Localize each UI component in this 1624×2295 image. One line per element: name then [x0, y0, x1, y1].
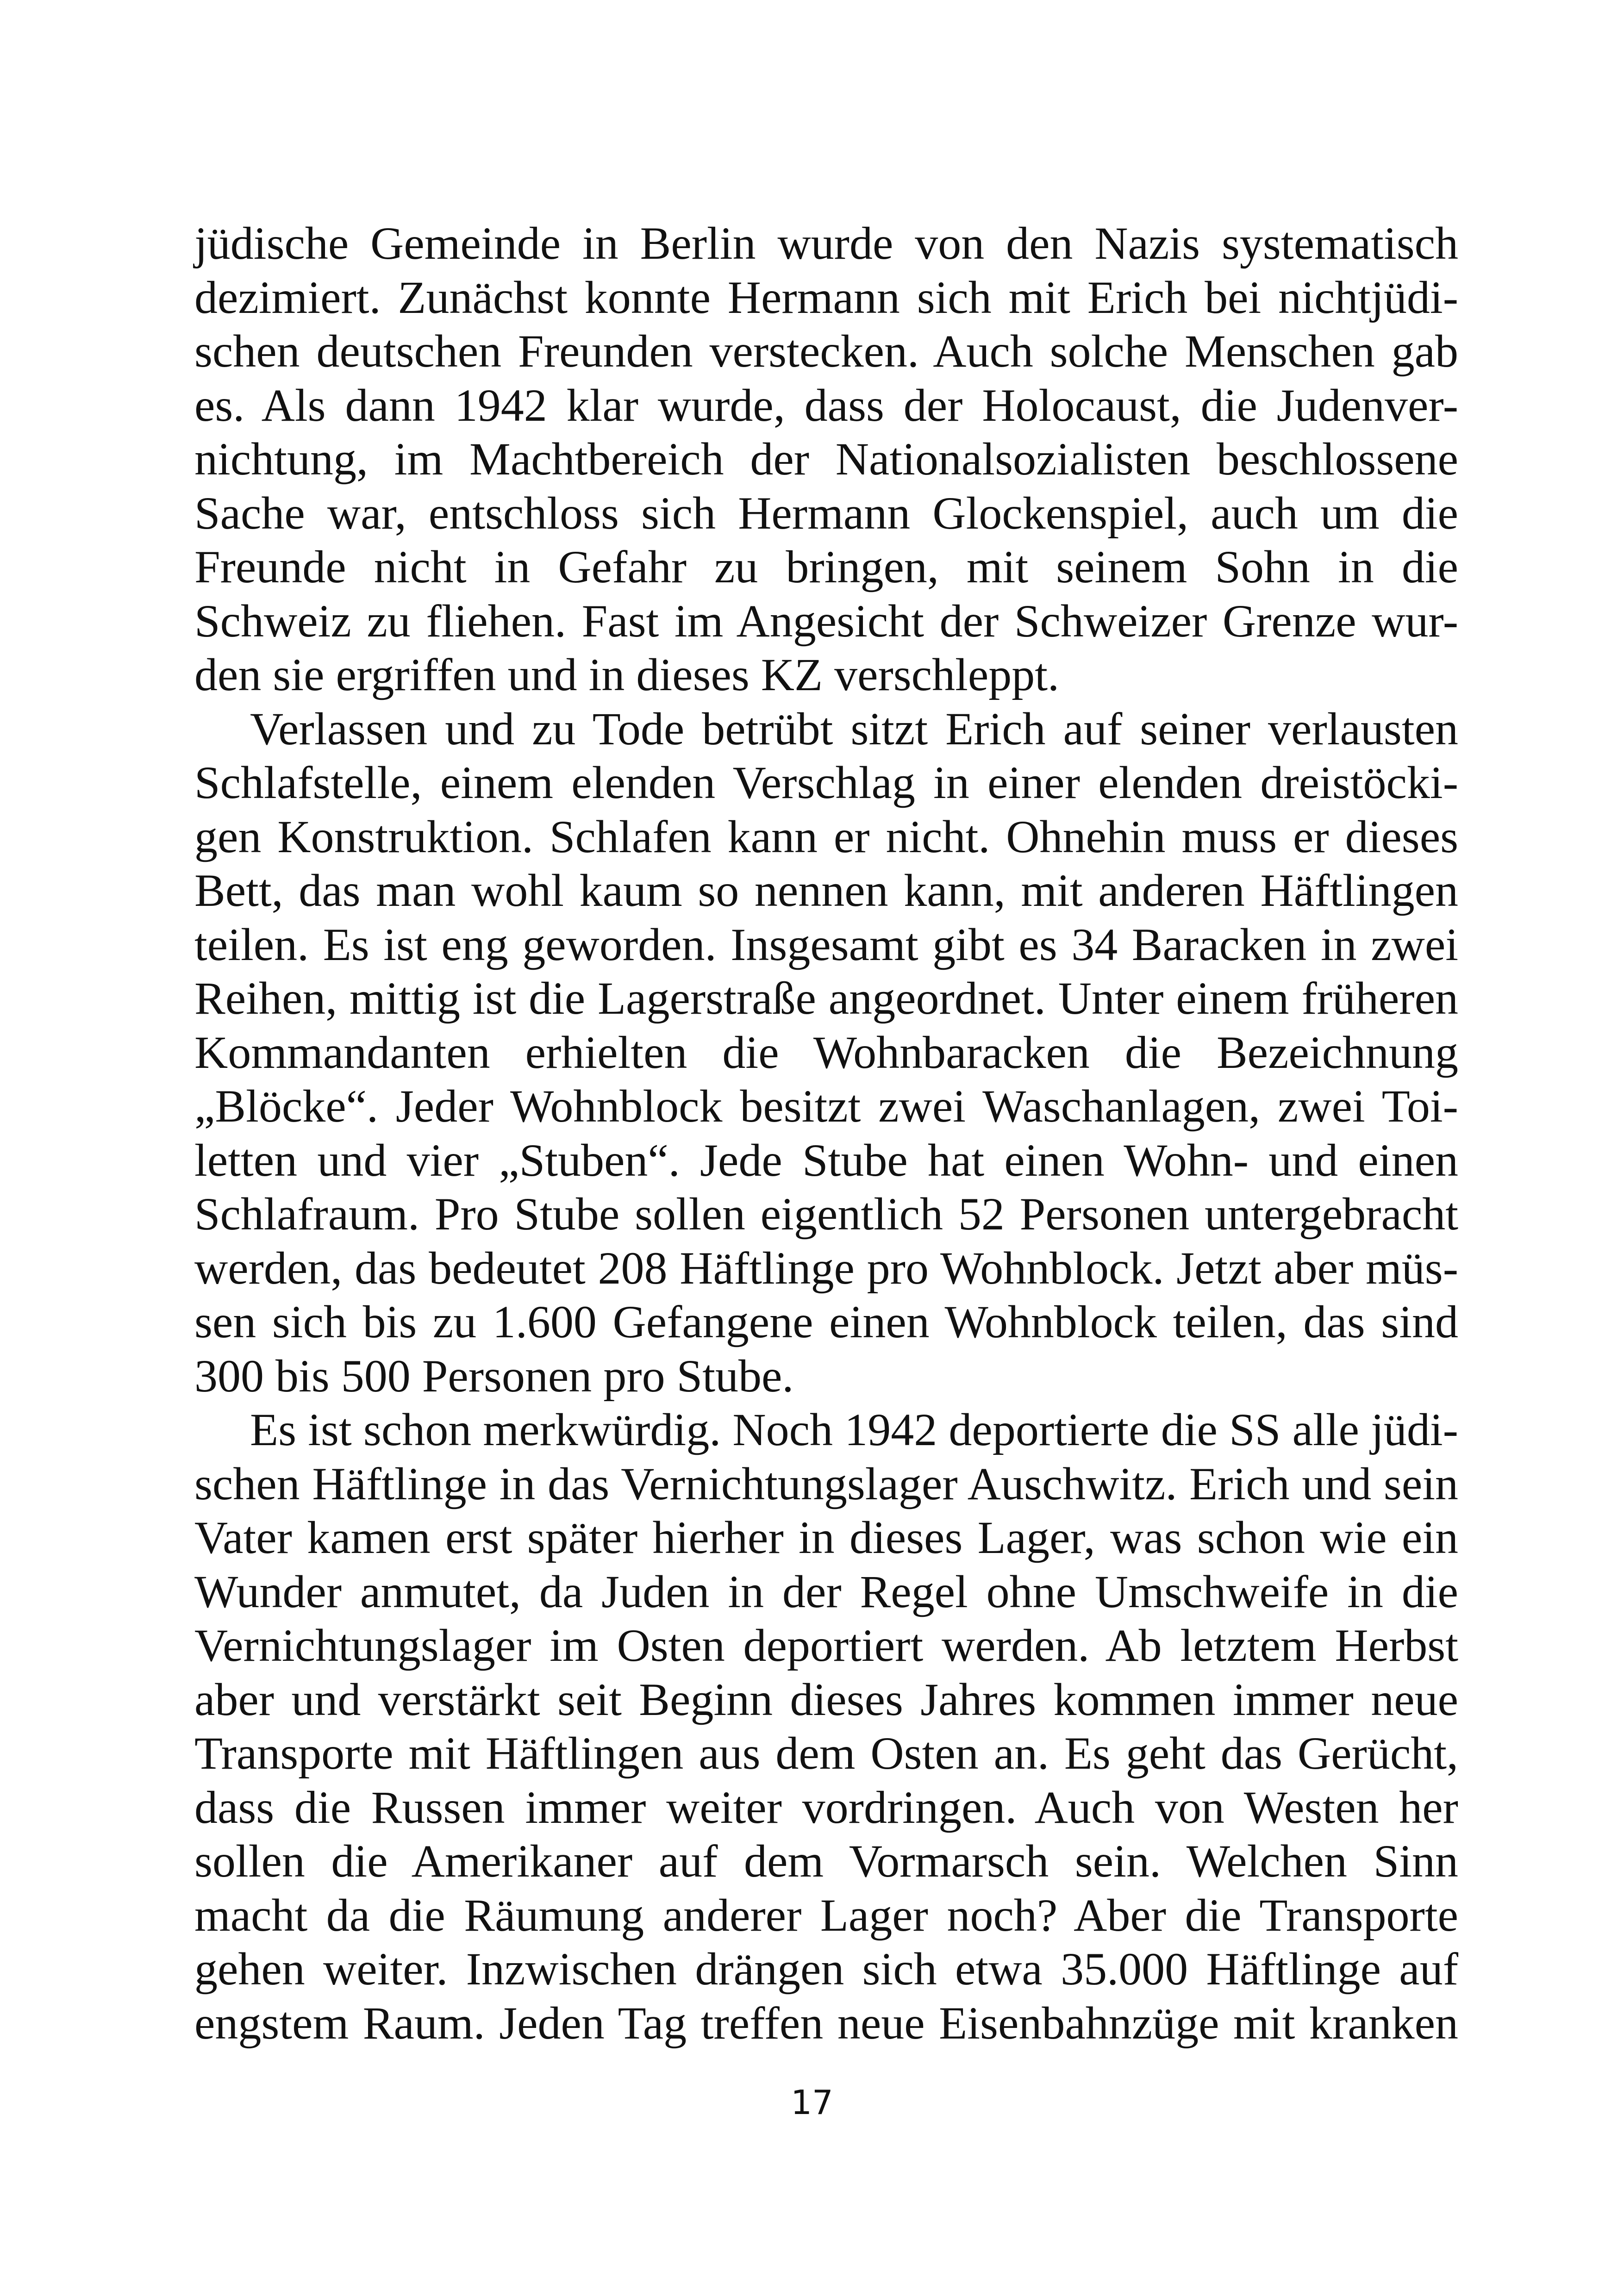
- paragraph-first-line: Verlassen und zu Tode betrübt sitzt Erich auf seiner verlausten: [250, 703, 1458, 755]
- text-line: werden, das bedeutet 208 Häftlinge pro Wohnblock. Jetzt aber müs-: [194, 1242, 1458, 1294]
- text-line: dezimiert. Zunächst konnte Hermann sich mit Erich bei nichtjüdi-: [194, 271, 1458, 323]
- paragraph-first-line: Es ist schon merkwürdig. Noch 1942 deportierte die SS alle jüdi-: [250, 1404, 1458, 1455]
- text-line: Kommandanten erhielten die Wohnbaracken die Bezeichnung: [194, 1026, 1458, 1078]
- text-line: nichtung, im Machtbereich der Nationalsozialisten beschlossene: [194, 433, 1458, 485]
- page-number: 17: [791, 2083, 833, 2122]
- paragraph-end-line: den sie ergriffen und in dieses KZ verschleppt.: [194, 649, 1060, 700]
- text-line: teilen. Es ist eng geworden. Insgesamt gibt es 34 Baracken in zwei: [194, 918, 1458, 970]
- text-line: sollen die Amerikaner auf dem Vormarsch sein. Welchen Sinn: [194, 1835, 1458, 1887]
- text-line: Wunder anmutet, da Juden in der Regel ohne Umschweife in die: [194, 1565, 1458, 1617]
- text-line: Schlafraum. Pro Stube sollen eigentlich 52 Personen untergebracht: [194, 1188, 1458, 1240]
- text-line: aber und verstärkt seit Beginn dieses Jahres kommen immer neue: [194, 1673, 1458, 1725]
- text-line: Schlafstelle, einem elenden Verschlag in einer elenden dreistöcki-: [194, 757, 1458, 808]
- text-line: Schweiz zu fliehen. Fast im Angesicht der Schweizer Grenze wur-: [194, 595, 1458, 647]
- text-line: gehen weiter. Inzwischen drängen sich etwa 35.000 Häftlinge auf: [194, 1943, 1458, 1995]
- text-line: macht da die Räumung anderer Lager noch? Aber die Transporte: [194, 1889, 1458, 1941]
- text-line: Transporte mit Häftlingen aus dem Osten an. Es geht das Gerücht,: [194, 1727, 1458, 1779]
- text-line: Vater kamen erst später hierher in dieses Lager, was schon wie ein: [194, 1512, 1458, 1563]
- text-line: Sache war, entschloss sich Hermann Glockenspiel, auch um die: [194, 487, 1458, 539]
- paragraph-end-line: 300 bis 500 Personen pro Stube.: [194, 1350, 794, 1402]
- body-text: [194, 217, 1458, 2050]
- text-line: Freunde nicht in Gefahr zu bringen, mit seinem Sohn in die: [194, 541, 1458, 592]
- text-line: schen Häftlinge in das Vernichtungslager Auschwitz. Erich und sein: [194, 1458, 1458, 1509]
- text-line: sen sich bis zu 1.600 Gefangene einen Wohnblock teilen, das sind: [194, 1296, 1458, 1347]
- text-line: gen Konstruktion. Schlafen kann er nicht. Ohnehin muss er dieses: [194, 811, 1458, 862]
- text-line: Bett, das man wohl kaum so nennen kann, mit anderen Häftlingen: [194, 865, 1458, 916]
- text-line: engstem Raum. Jeden Tag treffen neue Eisenbahnzüge mit kranken: [194, 1997, 1458, 2049]
- text-line: Vernichtungslager im Osten deportiert werden. Ab letztem Herbst: [194, 1620, 1458, 1671]
- text-line: dass die Russen immer weiter vordringen. Auch von Westen her: [194, 1781, 1458, 1833]
- text-line: jüdische Gemeinde in Berlin wurde von den Nazis systematisch: [194, 218, 1458, 269]
- text-line: es. Als dann 1942 klar wurde, dass der Holocaust, die Judenver-: [194, 379, 1458, 431]
- text-line: Reihen, mittig ist die Lagerstraße angeordnet. Unter einem früheren: [194, 973, 1458, 1024]
- text-line: „Blöcke“. Jeder Wohnblock besitzt zwei Waschanlagen, zwei Toi-: [194, 1080, 1458, 1132]
- text-line: schen deutschen Freunden verstecken. Auch solche Menschen gab: [194, 325, 1458, 377]
- text-line: letten und vier „Stuben“. Jede Stube hat einen Wohn- und einen: [194, 1134, 1458, 1186]
